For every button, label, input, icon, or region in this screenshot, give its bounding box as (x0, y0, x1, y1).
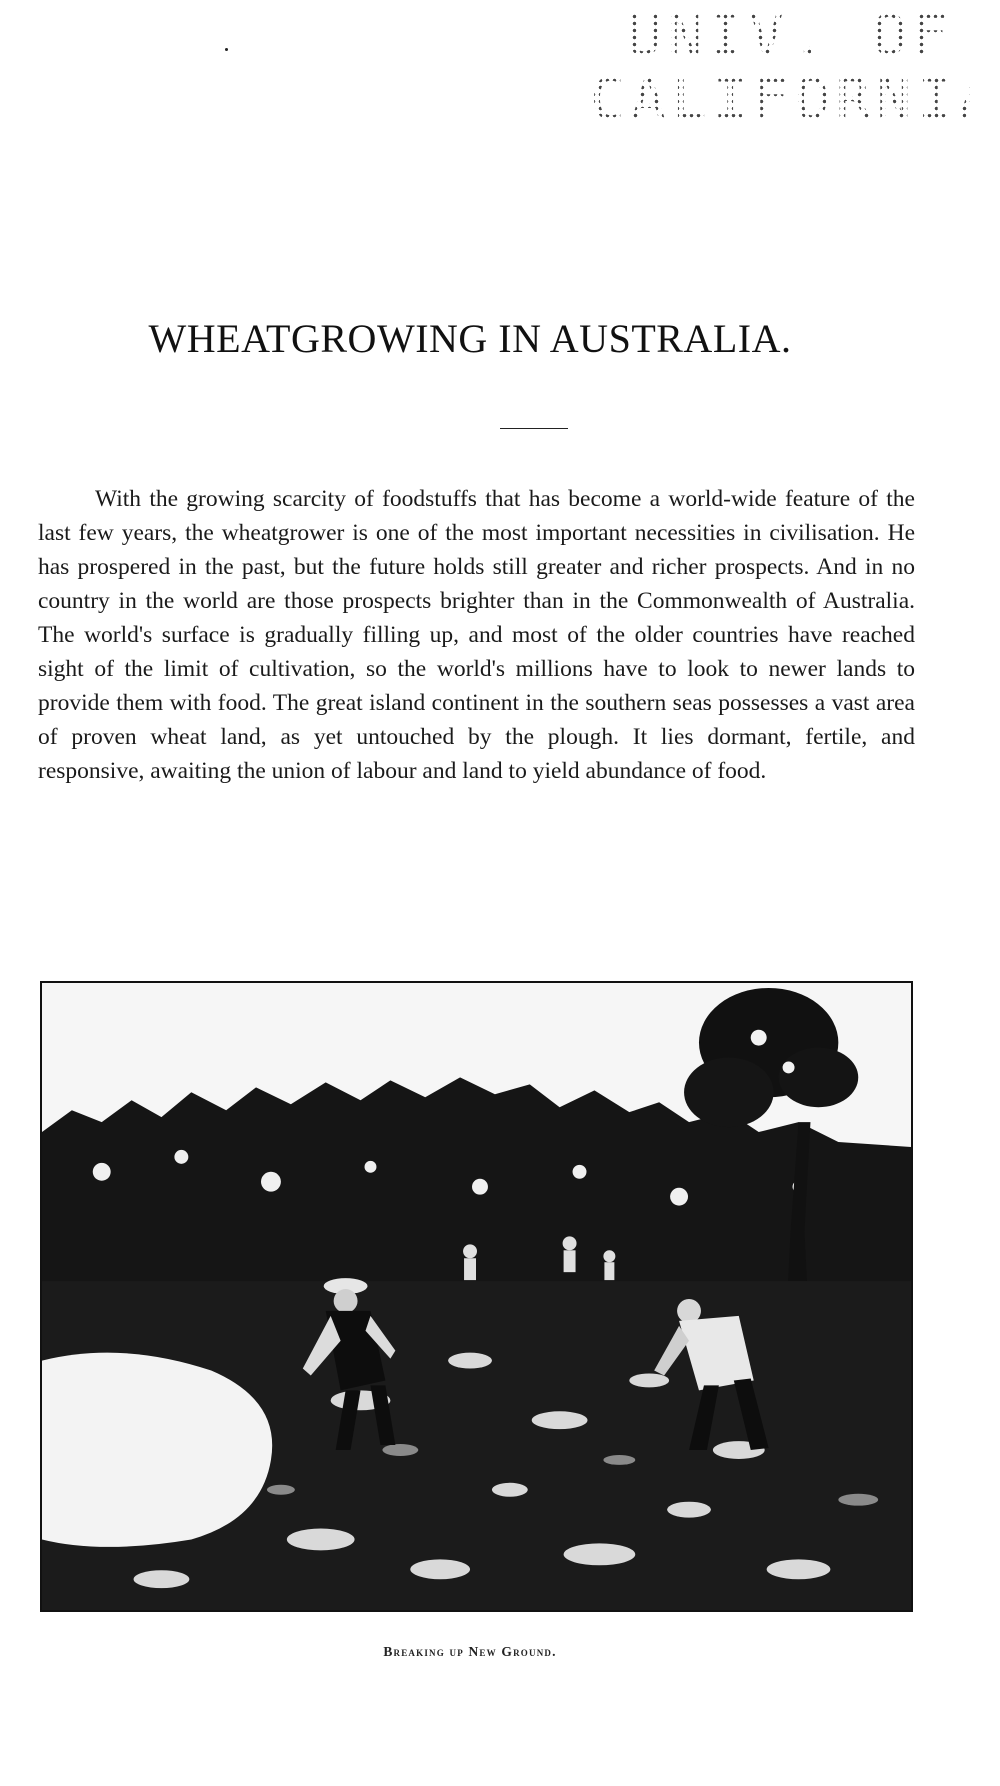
photo-illustration (42, 983, 911, 1610)
photo-caption: Breaking up New Ground. (383, 1644, 557, 1659)
ink-speck (225, 48, 228, 51)
body-paragraph: With the growing scarcity of foodstuffs that has become a world-wide feature of the last few years, the wheatgrower is one of the most important necessities in civilisation. He has prospered in the past, but the future holds still greater and richer prospects. And in no country in the world are those prospects brighter than in the Commonwealth of Australia. The world's surface is gradually filling up, and most of the older countries have reached sight of the limit of cultivation, so the world's millions have to look to newer lands to provide them with food. The great island continent in the southern seas possesses a vast area of proven wheat land, as yet untouched by the plough. It lies dormant, fertile, and responsive, awaiting the union of labour and land to yield abundance of food. (38, 486, 915, 784)
title-divider (500, 428, 568, 429)
library-stamp (590, 1, 1000, 133)
stamp-line-2: CALIFORNIA (590, 65, 1000, 133)
stamp-line-1: UNIV. OF (610, 6, 970, 64)
photograph-breaking-ground (40, 981, 913, 1612)
page-title: WHEATGROWING IN AUSTRALIA. (148, 316, 792, 361)
